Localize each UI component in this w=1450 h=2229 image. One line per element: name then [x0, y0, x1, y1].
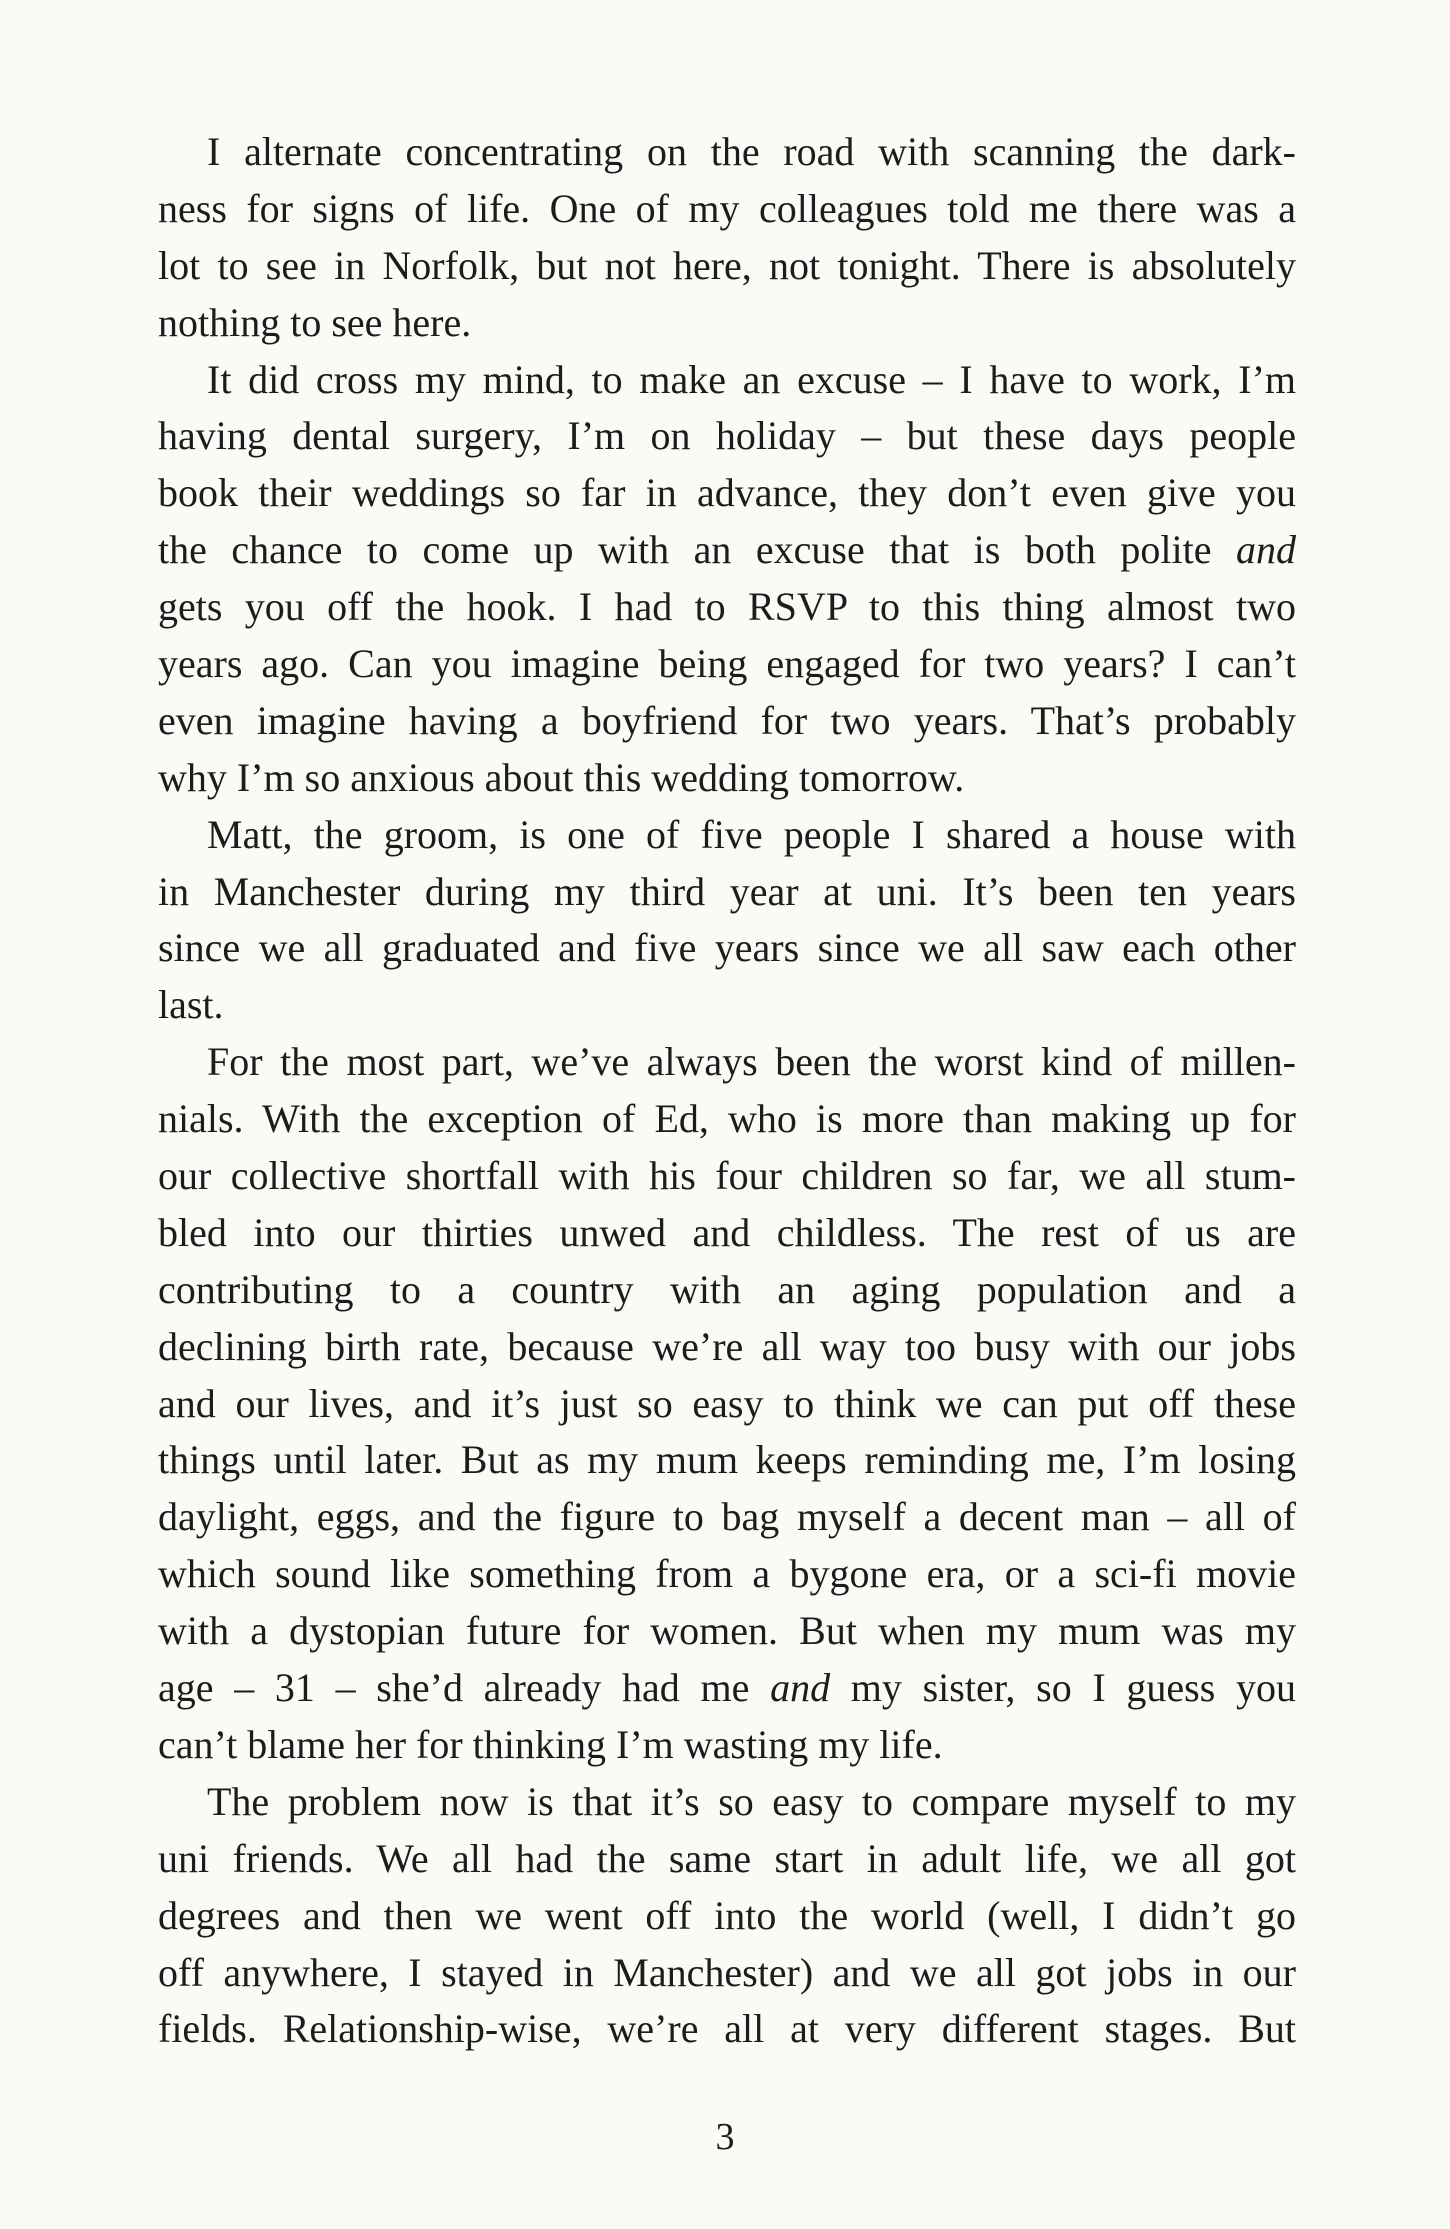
text-line: Matt, the groom, is one of five people I shared a house with [207, 811, 1296, 857]
text-line: I alternate concentrating on the road with scanning the dark- [207, 129, 1296, 174]
text-line [158, 522, 1296, 579]
text-line: contributing to a country with an aging population and a [158, 1266, 1296, 1312]
text-line: last. [158, 982, 224, 1028]
text-line: in Manchester during my third year at uni. It’s been ten years [158, 868, 1296, 914]
text-line: nials. With the exception of Ed, who is more than making up for [158, 1096, 1296, 1142]
text-line: even imagine having a boyfriend for two years. That’s probably [158, 697, 1296, 743]
text-fragment: age – 31 – she’d already had me [158, 1665, 750, 1711]
italic-emphasis: and [1236, 527, 1296, 573]
text-line: For the most part, we’ve always been the worst kind of millen- [207, 1039, 1296, 1085]
text-line: years ago. Can you imagine being engaged for two years? I can’t [158, 641, 1296, 687]
text-line: daylight, eggs, and the figure to bag myself a decent man – all of [158, 1494, 1296, 1540]
text-line: can’t blame her for thinking I’m wasting my life. [158, 1721, 943, 1767]
text-line: ness for signs of life. One of my colleagues told me there was a [158, 185, 1296, 231]
text-line: nothing to see here. [158, 299, 472, 345]
text-line: things until later. But as my mum keeps reminding me, I’m losing [158, 1437, 1296, 1483]
text-line: having dental surgery, I’m on holiday – but these days people [158, 413, 1296, 459]
text-line: gets you off the hook. I had to RSVP to this thing almost two [158, 584, 1296, 630]
text-line: The problem now is that it’s so easy to compare myself to my [207, 1778, 1296, 1824]
text-line: degrees and then we went off into the world (well, I didn’t go [158, 1892, 1296, 1938]
text-line: lot to see in Norfolk, but not here, not tonight. There is absolutely [158, 242, 1296, 288]
text-line: fields. Relationship-wise, we’re all at very different stages. But [158, 2006, 1296, 2052]
text-line: declining birth rate, because we’re all way too busy with our jobs [158, 1323, 1296, 1369]
text-line: book their weddings so far in advance, they don’t even give you [158, 470, 1296, 516]
text-line: why I’m so anxious about this wedding tomorrow. [158, 754, 965, 800]
text-line [158, 1660, 1296, 1717]
text-line: bled into our thirties unwed and childless. The rest of us are [158, 1209, 1296, 1255]
text-line: with a dystopian future for women. But when my mum was my [158, 1608, 1296, 1654]
text-line: our collective shortfall with his four children so far, we all stum- [158, 1153, 1296, 1199]
text-line: and our lives, and it’s just so easy to think we can put off these [158, 1380, 1296, 1426]
page-number: 3 [715, 2116, 735, 2158]
text-line: off anywhere, I stayed in Manchester) and we all got jobs in our [158, 1949, 1296, 1995]
text-fragment: the chance to come up with an excuse that is both polite [158, 527, 1212, 573]
text-line: which sound like something from a bygone era, or a sci-fi movie [158, 1551, 1296, 1597]
body-text [158, 124, 1296, 2058]
text-line: since we all graduated and five years since we all saw each other [158, 925, 1296, 971]
text-fragment: my sister, so I guess you [850, 1665, 1296, 1711]
italic-emphasis: and [770, 1665, 831, 1711]
text-line: It did cross my mind, to make an excuse – I have to work, I’m [207, 356, 1296, 402]
text-line: uni friends. We all had the same start in adult life, we all got [158, 1835, 1296, 1881]
